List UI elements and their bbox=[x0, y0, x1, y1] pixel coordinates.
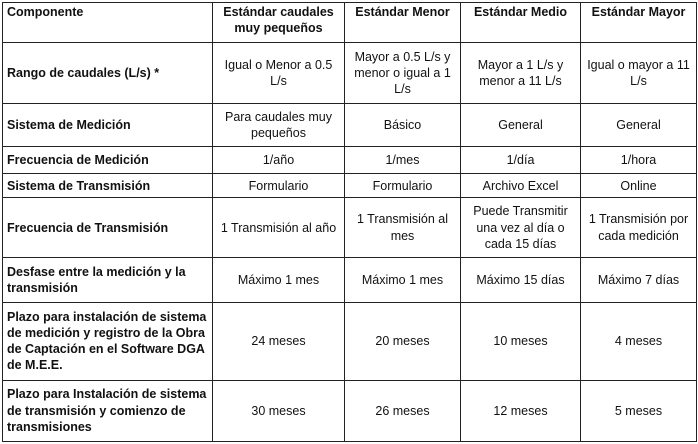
table-cell: Formulario bbox=[213, 173, 345, 198]
table-cell: 12 meses bbox=[461, 380, 581, 441]
standards-table bbox=[2, 2, 697, 442]
table-cell: 1/año bbox=[213, 147, 345, 174]
table-cell: 1/hora bbox=[581, 147, 697, 174]
table-cell: 30 meses bbox=[213, 380, 345, 441]
table-row bbox=[3, 257, 697, 302]
table-cell: Máximo 7 días bbox=[581, 257, 697, 302]
table-cell: 26 meses bbox=[345, 380, 461, 441]
table-cell: 1 Transmisión por cada medición bbox=[581, 198, 697, 257]
table-row bbox=[3, 43, 697, 104]
table-cell: General bbox=[461, 104, 581, 147]
table-cell: 1/mes bbox=[345, 147, 461, 174]
table-cell: Archivo Excel bbox=[461, 173, 581, 198]
table-cell: Máximo 1 mes bbox=[213, 257, 345, 302]
table-row bbox=[3, 380, 697, 441]
table-cell: Mayor a 1 L/s y menor a 11 L/s bbox=[461, 43, 581, 104]
table-cell: 1 Transmisión al año bbox=[213, 198, 345, 257]
table-cell: Online bbox=[581, 173, 697, 198]
table-cell: Mayor a 0.5 L/s y menor o igual a 1 L/s bbox=[345, 43, 461, 104]
table-cell: 1 Transmisión al mes bbox=[345, 198, 461, 257]
header-estandar-mayor: Estándar Mayor bbox=[581, 3, 697, 43]
table-row bbox=[3, 198, 697, 257]
table-row bbox=[3, 173, 697, 198]
row-label: Plazo para instalación de sistema de medición y registro de la Obra de Captación en el Software DGA de M.E.E. bbox=[3, 302, 213, 380]
table-cell: Puede Transmitir una vez al día o cada 15 días bbox=[461, 198, 581, 257]
table-cell: Básico bbox=[345, 104, 461, 147]
table-cell: Igual o Menor a 0.5 L/s bbox=[213, 43, 345, 104]
row-label: Frecuencia de Medición bbox=[3, 147, 213, 174]
table-cell: Máximo 1 mes bbox=[345, 257, 461, 302]
table-cell: 10 meses bbox=[461, 302, 581, 380]
table-row bbox=[3, 104, 697, 147]
table-cell: 20 meses bbox=[345, 302, 461, 380]
header-estandar-medio: Estándar Medio bbox=[461, 3, 581, 43]
table-cell: General bbox=[581, 104, 697, 147]
table-cell: Igual o mayor a 11 L/s bbox=[581, 43, 697, 104]
row-label: Sistema de Transmisión bbox=[3, 173, 213, 198]
table-cell: 4 meses bbox=[581, 302, 697, 380]
header-estandar-menor: Estándar Menor bbox=[345, 3, 461, 43]
table-cell: 1/día bbox=[461, 147, 581, 174]
header-componente: Componente bbox=[3, 3, 213, 43]
header-row bbox=[3, 3, 697, 43]
header-caudales-muy-pequenos: Estándar caudales muy pequeños bbox=[213, 3, 345, 43]
row-label: Plazo para Instalación de sistema de transmisión y comienzo de transmisiones bbox=[3, 380, 213, 441]
table-cell: Máximo 15 días bbox=[461, 257, 581, 302]
table-cell: Para caudales muy pequeños bbox=[213, 104, 345, 147]
table-row bbox=[3, 147, 697, 174]
row-label: Frecuencia de Transmisión bbox=[3, 198, 213, 257]
table-cell: Formulario bbox=[345, 173, 461, 198]
table-row bbox=[3, 302, 697, 380]
row-label: Sistema de Medición bbox=[3, 104, 213, 147]
table-cell: 5 meses bbox=[581, 380, 697, 441]
row-label: Rango de caudales (L/s) * bbox=[3, 43, 213, 104]
table-cell: 24 meses bbox=[213, 302, 345, 380]
row-label: Desfase entre la medición y la transmisión bbox=[3, 257, 213, 302]
